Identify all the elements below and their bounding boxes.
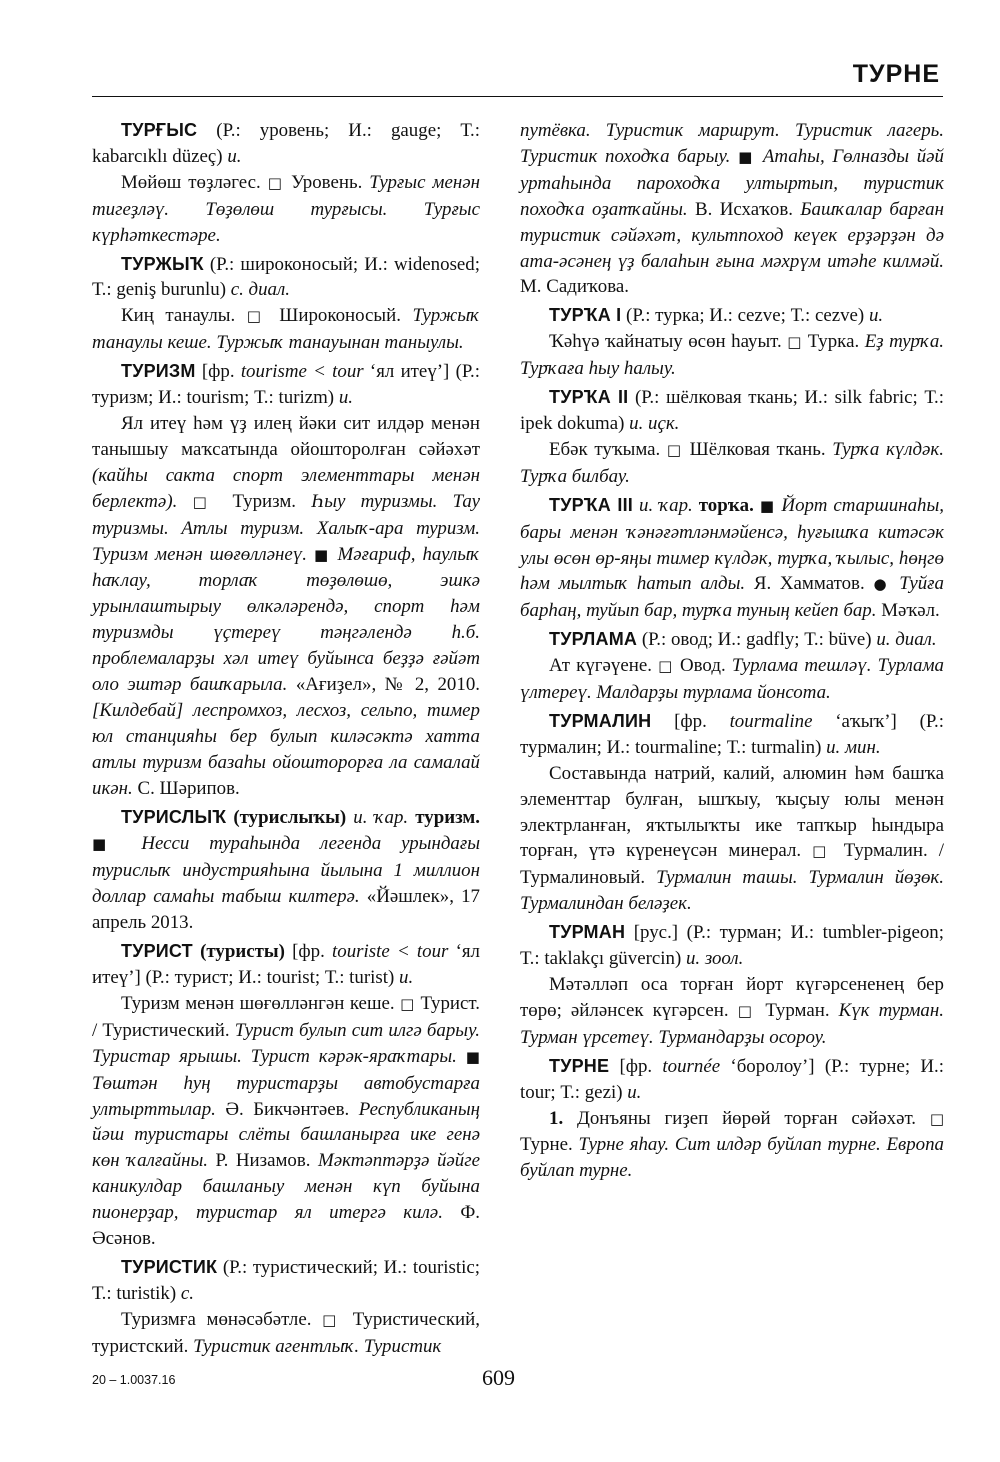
translation-marker: □	[246, 307, 268, 326]
etymology: tourisme < tour	[240, 361, 364, 383]
headword: ТУРИСТ	[121, 941, 193, 962]
etymology: touriste < tour	[332, 941, 449, 963]
entry-definition	[92, 1307, 480, 1360]
quotation: Башҡалар барған туристик сәйәхәт, культпоход кеүек ерҙәрҙән дә ата-әсәнең үҙ балаһын ғына мәхрүм итәһе килмәй.	[520, 198, 944, 272]
translation-marker: □	[658, 657, 674, 676]
grammar-label: и. ҡар.	[353, 806, 409, 828]
quote-source: С. Шәрипов.	[132, 777, 240, 799]
entry-text: Туризм менән шөғөлләнгән кеше.	[121, 992, 401, 1014]
entry-definition	[92, 170, 480, 249]
footer-code: 20 – 1.0037.16	[92, 1373, 176, 1387]
quote-source: Ә. Бикчәнтәев.	[215, 1098, 359, 1120]
dictionary-entry	[520, 385, 944, 437]
entry-definition	[520, 118, 944, 300]
quote-marker: ■	[92, 835, 142, 854]
example: Турлама тешләү. Турлама үлтереү. Малдарҙы турлама йонсота.	[520, 655, 944, 704]
grammar-label: с.	[180, 1282, 194, 1304]
entry-text: (Р.: уровень; И.: gauge; Т.: kabarcıklı düzeç)	[92, 120, 480, 167]
sense-number: 1.	[549, 1107, 564, 1129]
cross-reference: туризм.	[408, 806, 480, 828]
left-column	[92, 118, 480, 1360]
grammar-label: с. диал.	[230, 279, 290, 301]
translation: Уровень.	[284, 171, 370, 193]
dictionary-entry	[520, 709, 944, 761]
headword: ТУРҠА I	[549, 305, 622, 326]
grammar-label: и. иҫк.	[629, 412, 680, 434]
translation: Широконосый.	[267, 305, 413, 327]
entry-definition	[520, 1106, 944, 1185]
header-rule	[92, 96, 943, 97]
headword: ТУРЛАМА	[549, 629, 638, 650]
dictionary-entry	[92, 252, 480, 304]
entry-text: ‘ял итеү’] (Р.: турист; И.: tourist; Т.: turist)	[92, 941, 480, 988]
quotation: Несси тураһында легенда урындағы турислыҡ индустрияһына йылына 1 миллион доллар самаһы табыш килтерә.	[92, 833, 480, 908]
entry-text: ‘аҡыҡ’] (Р.: турмалин; И.: tourmaline; Т.: turmalin)	[520, 710, 944, 758]
translation: Турмалин. / Турмалиновый.	[520, 840, 945, 889]
entry-definition	[520, 329, 944, 382]
entry-definition	[520, 437, 944, 490]
entry-text: ‘боролоу’] (Р.: турне; И.: tour; Т.: gezi)	[520, 1055, 944, 1103]
etymology: tourmaline	[729, 710, 813, 732]
right-column	[520, 118, 944, 1184]
dictionary-entry	[520, 303, 944, 329]
grammar-label: и.	[627, 1081, 642, 1103]
example: Турҡа күлдәк. Турҡа билбау.	[520, 438, 944, 487]
entry-text: (Р.: широконосый; И.: widenosed; Т.: geniş burunlu)	[92, 253, 480, 301]
dictionary-entry	[92, 1255, 480, 1307]
translation: Турка.	[802, 331, 865, 353]
entry-text: [фр.	[284, 941, 333, 963]
headword: ТУРНЕ	[549, 1055, 610, 1076]
example: Турмалин ташы. Турмалин йөҙөк. Турмалиндан беләҙек.	[520, 867, 944, 915]
quotation: Йорт старшинаһы, бары менән ҡәнәғәтләнмәйенсә, һуғышҡа китәсәк улы өсөн өр-яңы тимер күлдәк, турҡа, ҡылыс, һөңгө һәм мылтыҡ һатып алды.	[520, 494, 944, 595]
example: Турне яһау. Сит илдәр буйлап турне. Европа буйлап турне.	[520, 1134, 944, 1182]
grammar-label: и.	[868, 305, 884, 327]
entry-text: (Р.: туристический; И.: touristic; Т.: turistik)	[92, 1256, 480, 1304]
translation-marker: □	[400, 994, 415, 1013]
example: Һыу туризмы. Тау туризмы. Атлы туризм. Халыҡ-ара туризм. Туризм менән шөғөлләнеү.	[92, 490, 480, 565]
dictionary-entry	[92, 359, 480, 411]
entry-text: Ебәк туҡыма.	[549, 438, 667, 460]
headword: ТУРЖЫҠ	[121, 253, 204, 274]
example: Еҙ турҡа. Турҡаға һыу һалыу.	[520, 331, 945, 380]
quotation: [Килдебай] леспромхоз, лесхоз, сельпо, тимер юл станцияһы бер булып киләсәктә хатта атлы туризм базаһы ойошторорға ла самалай икән.	[92, 699, 480, 799]
etymology: tournée	[662, 1055, 721, 1077]
quote-source: Мәҡәл.	[876, 600, 940, 622]
example: Туржыҡ танаулы кеше. Туржыҡ танауынан таныулы.	[92, 305, 480, 354]
translation-marker: □	[737, 1001, 757, 1020]
grammar-label: и.	[338, 387, 353, 409]
translation-marker: □	[666, 440, 684, 459]
grammar-label: и.	[399, 967, 414, 988]
entry-text: Туризмға мөнәсәбәтле.	[121, 1308, 323, 1330]
entry-text: Донъяны гиҙеп йөрөй торған сәйәхәт.	[563, 1107, 930, 1129]
proverb-marker: ●	[873, 575, 891, 594]
dictionary-entry	[92, 805, 480, 937]
entry-text: (Р.: овод; И.: gadfly; Т.: büve)	[637, 629, 877, 651]
dictionary-entry	[520, 1054, 944, 1106]
entry-text: Составында натрий, калий, алюмин һәм башҡа элементтар булған, ышҡыу, ҡыҫыу юлы менән электрланған, яҡтылыҡты ике тапҡыр һындыра торған, үтә күренеүсән минерал.	[520, 762, 944, 862]
dictionary-entry	[520, 493, 944, 625]
headword: ТУРИСТИК	[121, 1256, 218, 1277]
quotation: Атаһы, Гөлназды йәй уртаһында пароходҡа ултыртып, туристик походҡа оҙатҡайны.	[520, 145, 944, 220]
entry-definition	[92, 303, 480, 356]
quotation: Республиканың йәш туристары слёты башланырға ике генә көн ҡалғайны.	[92, 1098, 480, 1172]
entry-definition	[92, 411, 480, 802]
translation: Шёлковая ткань.	[683, 438, 833, 460]
quote-marker: ■	[306, 545, 338, 564]
headword: ТУРИСЛЫҠ	[121, 806, 227, 827]
entry-text: Ҡәһүә ҡайнатыу өсөн һауыт.	[549, 331, 788, 353]
quotation: Туйға барһаң, туйып бар, турҡа туның кейеп бар.	[520, 573, 944, 622]
entry-text: Мөйөш төҙләгес.	[121, 171, 268, 193]
grammar-label: и.	[227, 145, 242, 167]
page-number: 609	[482, 1365, 515, 1390]
translation-marker: □	[322, 1310, 343, 1329]
example: Туристик агентлыҡ. Туристик	[193, 1335, 442, 1357]
cross-reference: торҡа.	[692, 494, 754, 516]
translation: Турман.	[756, 999, 839, 1021]
headword-form: (турислыҡы)	[226, 806, 354, 828]
translation-marker: □	[267, 173, 285, 192]
entry-text: Мәтәлләп оса торған йорт күгәрсененең бер төрө; әйләнсек күгәрсен.	[520, 974, 944, 1021]
running-head: ТУРНЕ	[852, 60, 940, 88]
example: (кайһы сакта спорт элементтары менән берлектә).	[92, 464, 480, 512]
dictionary-entry	[520, 627, 944, 653]
translation: Овод.	[673, 655, 732, 677]
entry-text: [фр.	[195, 361, 241, 383]
headword: ТУРМАН	[549, 922, 626, 943]
translation-marker: □	[787, 333, 803, 352]
translation: Туризм.	[217, 490, 312, 512]
quote-source: «Йәшлек», 17 апрель 2013.	[92, 886, 480, 934]
entry-text: [фр.	[651, 710, 730, 732]
headword: ТУРМАЛИН	[549, 710, 652, 731]
quote-source: Р. Низамов.	[207, 1150, 319, 1172]
grammar-label: и. ҡар.	[633, 494, 693, 516]
quote-marker: ■	[730, 147, 763, 166]
example: Турғыс менән тигеҙләү. Төҙөлөш турғысы. Турғыс күрһәткестәре.	[92, 171, 480, 246]
grammar-label: и. зоол.	[685, 948, 744, 970]
entry-text: [фр.	[609, 1055, 663, 1077]
quote-source: В. Исхаҡов.	[687, 198, 801, 220]
translation: Турне.	[520, 1134, 579, 1156]
grammar-label: и. диал.	[876, 629, 937, 651]
example: Турист булып сит илгә барыу. Туристар ярышы. Турист кәрәк-яраҡтары.	[92, 1019, 480, 1067]
entry-text: (Р.: шёлковая ткань; И.: silk fabric; Т.: ipek dokuma)	[520, 387, 944, 434]
entry-text: (Р.: турка; И.: cezve; Т.: cezve)	[621, 305, 869, 327]
dictionary-entry	[92, 118, 480, 170]
example: Күк турман. Турман үрсетеү. Турмандарҙы осороу.	[520, 999, 944, 1048]
headword: ТУРҠА II	[549, 387, 629, 408]
translation-marker: □	[177, 492, 218, 511]
entry-text: Ял итеү һәм үҙ илең йәки сит илдәр менән танышыу маҡсатында ойошторолған сәйәхәт	[92, 412, 480, 460]
quotation: Төштән һуң туристарҙы автобустарға ултырттылар.	[92, 1072, 480, 1120]
headword-form: (туристы)	[192, 941, 285, 963]
entry-text: Ат күгәүене.	[549, 655, 659, 677]
entry-definition	[520, 653, 944, 706]
entry-definition	[92, 991, 480, 1252]
quote-source: М. Садиҡова.	[520, 276, 629, 298]
entry-definition	[520, 972, 944, 1051]
translation: Турист. / Туристический.	[92, 992, 480, 1041]
example: путёвка. Туристик маршрут. Туристик лагерь. Туристик походҡа барыу.	[520, 120, 944, 167]
translation: Туристический, туристский.	[92, 1308, 480, 1357]
dictionary-entry	[520, 920, 944, 972]
headword: ТУРҠА III	[549, 494, 633, 515]
entry-text: Киң танаулы.	[121, 305, 247, 327]
headword: ТУРҒЫС	[121, 120, 198, 140]
quote-marker: ■	[456, 1047, 480, 1066]
grammar-label: и. мин.	[826, 736, 881, 758]
entry-text: ‘ял итеү’] (Р.: туризм; И.: tourism; Т.: turizm)	[92, 361, 480, 409]
entry-text: [рус.] (Р.: турман; И.: tumbler-pigeon; Т.: taklakçı güvercin)	[520, 922, 944, 970]
entry-definition	[520, 761, 944, 917]
quote-source: «Ағиҙел», № 2, 2010.	[287, 674, 480, 696]
quote-marker: ■	[753, 496, 782, 515]
translation-marker: □	[929, 1109, 944, 1128]
quotation: Мәғариф, һаулыҡ һаҡлау, торлаҡ төҙөлөшө, эшкә урынлаштырыу өлкәләрендә, спорт һәм туризмды үҫтереү тәңгәлендә һ.б. проблемаларҙы хәл итеү буйынса беҙҙә ғәйәт оло эштәр башҡарыла.	[92, 543, 480, 696]
quotation: Мәктәптәрҙә йәйге каникулдар башланыу менән күп буйына пионерҙар, туристар ял итергә килә.	[92, 1150, 480, 1224]
quote-source: Я. Хамматов.	[745, 573, 874, 595]
dictionary-entry	[92, 939, 480, 991]
translation-marker: □	[812, 842, 833, 861]
quote-source: Ф. Әсәнов.	[92, 1202, 481, 1250]
headword: ТУРИЗМ	[121, 361, 196, 382]
